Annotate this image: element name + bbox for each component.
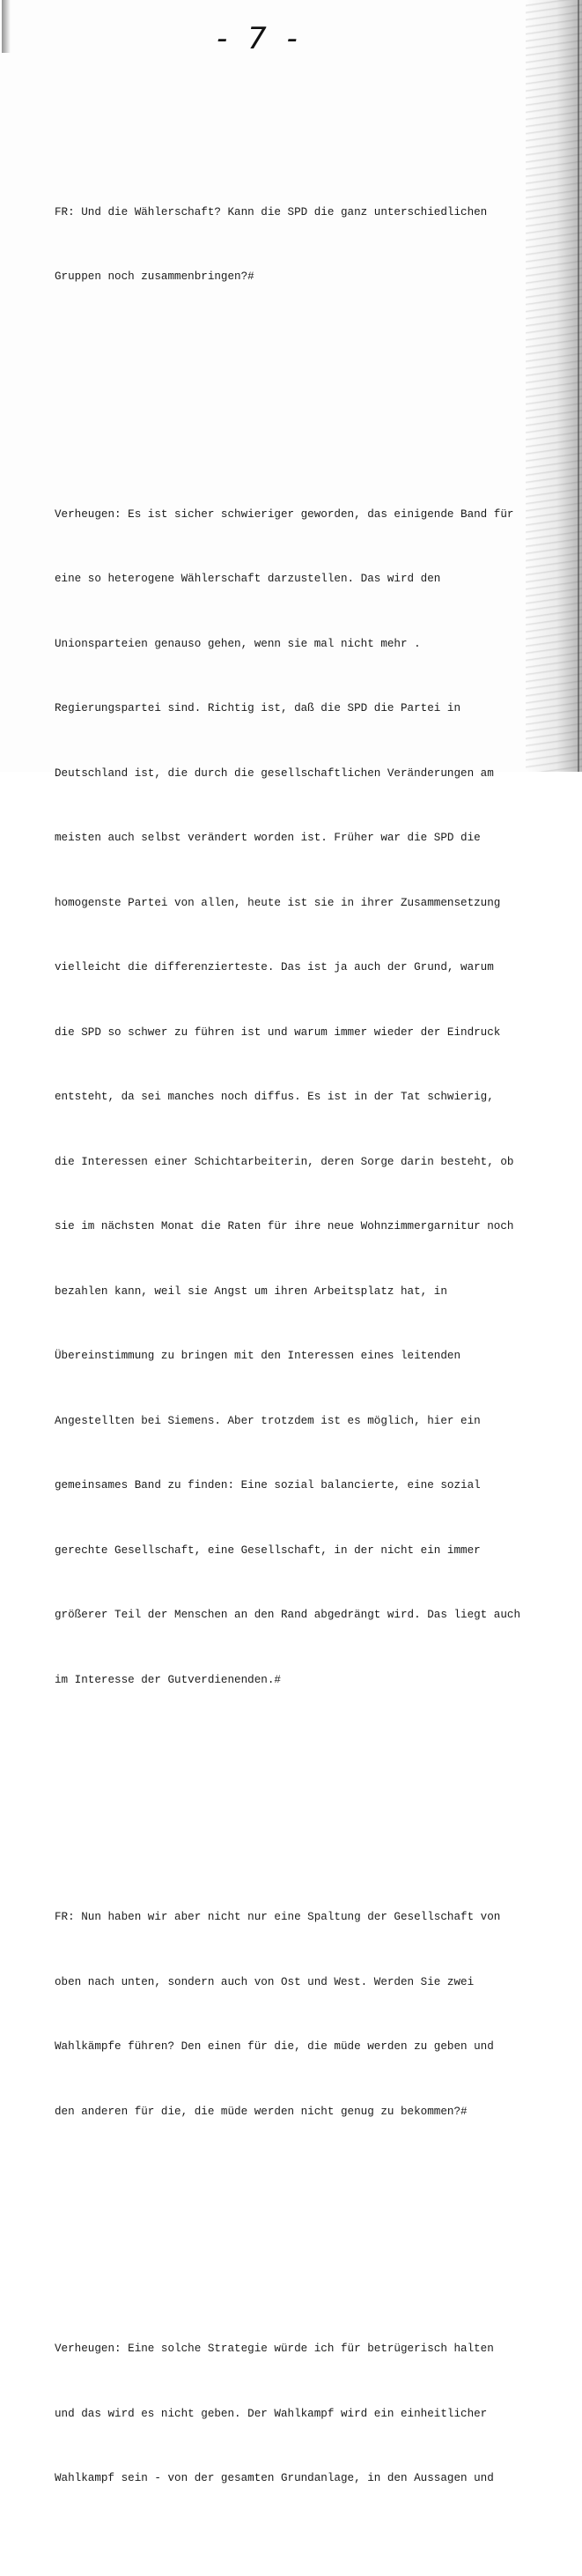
text-line: Übereinstimmung zu bringen mit den Interessen eines leitenden	[55, 1350, 461, 1362]
text-line: Verheugen: Eine solche Strategie würde ich für betrügerisch halten	[55, 2343, 494, 2355]
text-line: homogenste Partei von allen, heute ist sie in ihrer Zusammensetzung	[55, 896, 501, 909]
text-line: Wahlkämpfe führen? Den einen für die, die müde werden zu geben und	[55, 2040, 494, 2053]
text-line: die Interessen einer Schichtarbeiterin, deren Sorge darin besteht, ob	[55, 1155, 514, 1168]
text-line: gerechte Gesellschaft, eine Gesellschaft, in der nicht ein immer	[55, 1543, 481, 1557]
text-line: den anderen für die, die müde werden nicht genug zu bekommen?#	[55, 2105, 468, 2118]
text-line: Regierungspartei sind. Richtig ist, daß die SPD die Partei in	[55, 702, 461, 714]
text-line: oben nach unten, sondern auch von Ost und West. Werden Sie zwei	[55, 1975, 475, 1988]
text-line: größerer Teil der Menschen an den Rand abgedrängt wird. Das liegt auch	[55, 1609, 521, 1621]
text-line: gemeinsames Band zu finden: Eine sozial balancierte, eine sozial	[55, 1479, 481, 1492]
page-number: - 7 -	[217, 21, 303, 56]
text-line: im Interesse der Gutverdienenden.#	[55, 1673, 281, 1686]
text-line: eine so heterogene Wählerschaft darzustellen. Das wird den	[55, 573, 441, 585]
text-line: FR: Nun haben wir aber nicht nur eine Spaltung der Gesellschaft von	[55, 1911, 501, 1923]
scan-edge-shadow	[526, 0, 582, 772]
paragraph-question-1	[55, 159, 495, 331]
interview-text	[55, 93, 521, 2576]
paragraph-answer-2	[55, 2295, 495, 2533]
text-line: meisten auch selbst verändert worden ist. Früher war die SPD die	[55, 832, 481, 844]
text-line: FR: Und die Wählerschaft? Kann die SPD die ganz unterschiedlichen	[55, 205, 488, 218]
text-line: vielleicht die differenzierteste. Das ist ja auch der Grund, warum	[55, 961, 494, 973]
text-line: die SPD so schwer zu führen ist und warum immer wieder der Eindruck	[55, 1025, 501, 1039]
text-line: Gruppen noch zusammenbringen?#	[55, 270, 254, 283]
text-line: Unionsparteien genauso gehen, wenn sie mal nicht mehr .	[55, 637, 421, 650]
paragraph-answer-1	[55, 461, 521, 1735]
text-line: Verheugen: Es ist sicher schwieriger geworden, das einigende Band für	[55, 507, 514, 521]
text-line: entsteht, da sei manches noch diffus. Es ist in der Tat schwierig,	[55, 1091, 494, 1103]
text-line: bezahlen kann, weil sie Angst um ihren Arbeitsplatz hat, in	[55, 1284, 447, 1298]
text-line: sie im nächsten Monat die Raten für ihre neue Wohnzimmergarnitur noch	[55, 1220, 514, 1232]
text-line: Deutschland ist, die durch die gesellschaftlichen Veränderungen am	[55, 766, 494, 780]
text-line: und das wird es nicht geben. Der Wahlkampf wird ein einheitlicher	[55, 2407, 488, 2420]
text-line: Angestellten bei Siemens. Aber trotzdem ist es möglich, hier ein	[55, 1414, 481, 1427]
text-line: Wahlkampf sein - von der gesamten Grundanlage, in den Aussagen und	[55, 2472, 494, 2484]
scan-edge-line	[578, 0, 579, 772]
paragraph-question-2	[55, 1863, 501, 2165]
scan-edge-mark	[2, 0, 11, 53]
